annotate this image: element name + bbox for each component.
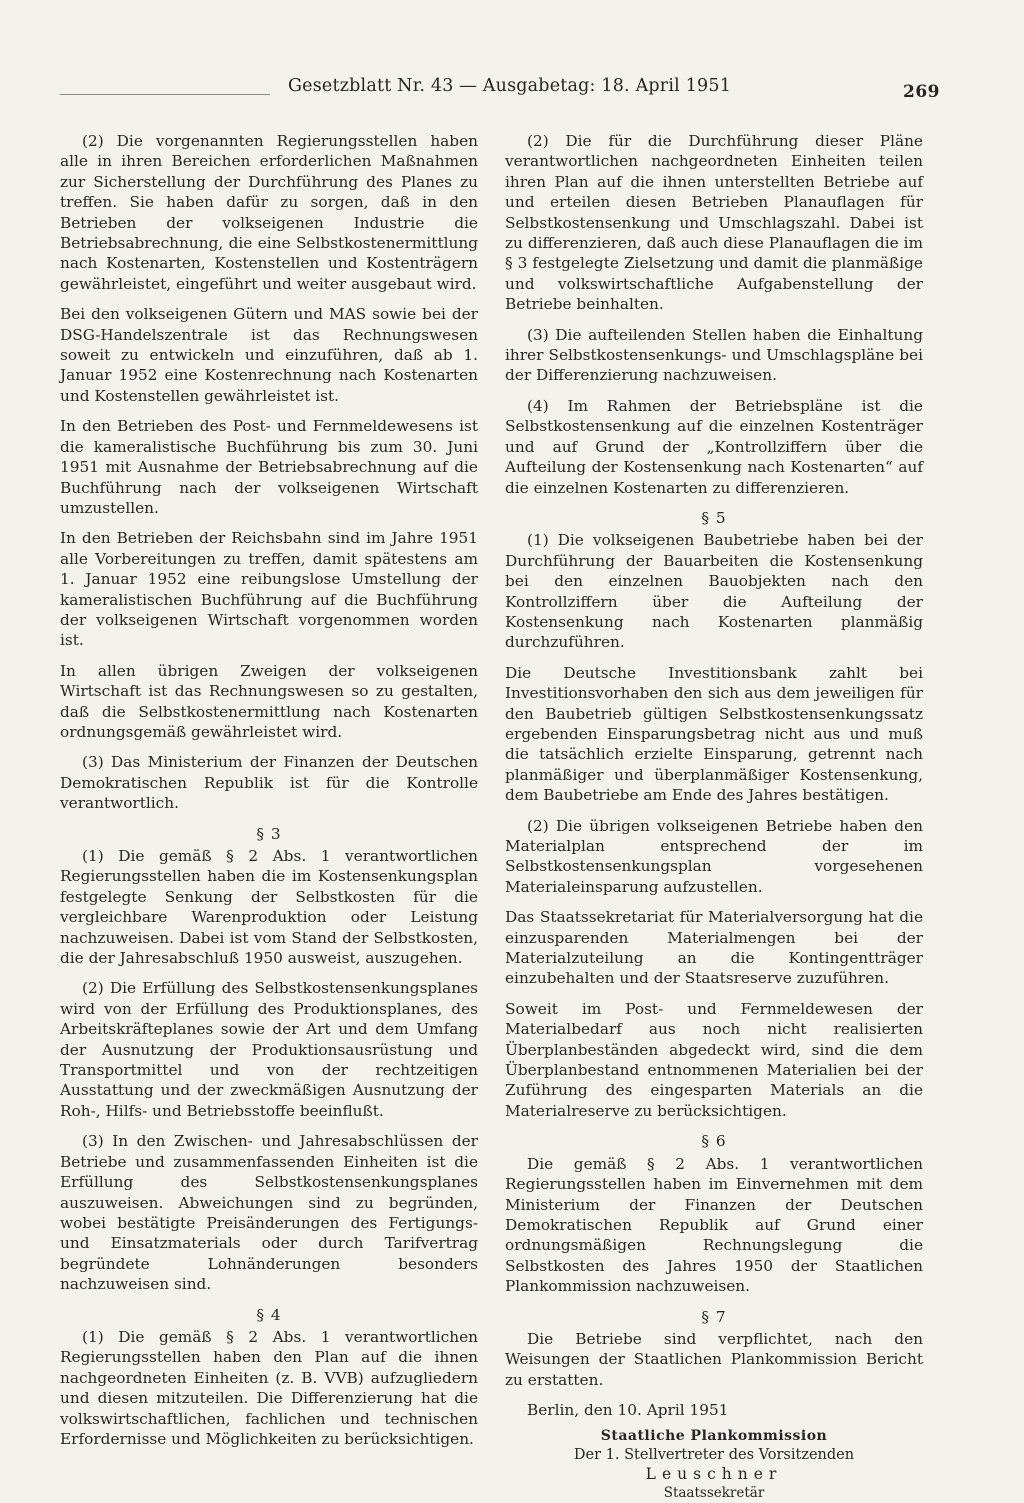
signatory-title: Staatssekretär — [663, 1484, 765, 1501]
left-column — [60, 131, 478, 1459]
header-rule — [60, 94, 270, 95]
gazette-title: Gesetzblatt Nr. 43 — Ausgabetag: 18. April 1951 — [288, 76, 732, 96]
paragraph: (4) Im Rahmen der Betriebspläne ist die Selbstkostensenkung auf die einzelnen Kostenträger und auf Grund der „Kontrollziffern über die Aufteilung der Kostensenkung nach Kostenarten“ auf die einzelnen Kostenarten zu differenzieren. — [505, 396, 923, 497]
paragraph: (3) Das Ministerium der Finanzen der Deutschen Demokratischen Republik ist für die Kontrolle verantwortlich. — [60, 753, 478, 813]
signatory-organization: Staatliche Plankommission — [600, 1427, 828, 1444]
page-number: 269 — [903, 82, 940, 102]
paragraph: Die gemäß § 2 Abs. 1 verantwortlichen Regierungsstellen haben im Einvernehmen mit dem Ministerium der Finanzen der Deutschen Demokratischen Republik auf Grund einer ordnungsmäßigen Rechnungslegung die Selbstkosten des Jahres 1950 der Staatlichen Plankommission nachzuweisen. — [505, 1154, 923, 1296]
paragraph: (2) Die Erfüllung des Selbstkostensenkungsplanes wird von der Erfüllung des Produktionsplanes, des Arbeitskräfteplanes sowie der Art und dem Umfang der Ausnutzung der Produktionsausrüstung und Transportmittel und von der rechtzeitigen Ausstattung und der zweckmäßigen Ausnutzung der Roh-, Hilfs- und Betriebsstoffe beeinflußt. — [60, 979, 478, 1120]
page-header — [60, 74, 940, 104]
paragraph: (1) Die gemäß § 2 Abs. 1 verantwortlichen Regierungsstellen haben den Plan auf die ihnen nachgeordneten Einheiten (z. B. VVB) aufzugliedern und diesen mitzuteilen. Die Differenzierung hat die volkswirtschaftlichen, fachlichen und technischen Erfordernisse und Möglichkeiten zu berücksichtigen. — [60, 1327, 478, 1448]
paragraph: (1) Die gemäß § 2 Abs. 1 verantwortlichen Regierungsstellen haben die im Kostensenkungsplan festgelegte Senkung der Selbstkosten für die vergleichbare Warenproduktion oder Leistung nachzuweisen. Dabei ist vom Stand der Selbstkosten, die der Jahresabschluß 1950 ausweist, auszugehen. — [60, 847, 478, 968]
section-heading-4: § 4 — [256, 1305, 282, 1324]
paragraph: Soweit im Post- und Fernmeldewesen der Materialbedarf aus noch nicht realisierten Überplanbeständen abgedeckt wird, sind die dem Überplanbestand entnommenen Materialien bei der Zuführung des eingesparten Materials an die Materialreserve zu berücksichtigen. — [505, 999, 923, 1120]
section-heading-7: § 7 — [701, 1307, 727, 1326]
paragraph: Die Deutsche Investitionsbank zahlt bei Investitionsvorhaben den sich aus dem jeweiligen für den Baubetrieb gültigen Selbstkostensenkungssatz ergebenden Einsparungsbetrag nicht aus und muß die tatsächlich erzielte Einsparung, getrennt nach planmäßiger und überplanmäßiger Kostensenkung, dem Baubetriebe am Ende des Jahres bestätigen. — [505, 663, 923, 805]
paragraph: In allen übrigen Zweigen der volkseigenen Wirtschaft ist das Rechnungswesen so zu gestalten, daß die Selbstkostenermittlung nach Kostenarten ordnungsgemäß gewährleistet wird. — [60, 661, 478, 741]
paragraph: Die Betriebe sind verpflichtet, nach den Weisungen der Staatlichen Plankommission Bericht zu erstatten. — [505, 1329, 923, 1389]
section-heading-3: § 3 — [256, 824, 282, 843]
signatory-role: Der 1. Stellvertreter des Vorsitzenden — [573, 1446, 855, 1463]
paragraph: (2) Die übrigen volkseigenen Betriebe haben den Materialplan entsprechend der im Selbstkostensenkungsplan vorgesehenen Materialeinsparung aufzustellen. — [505, 816, 923, 896]
paragraph: (3) Die aufteilenden Stellen haben die Einhaltung ihrer Selbstkostensenkungs- und Umschlagspläne bei der Differenzierung nachzuweisen. — [505, 325, 923, 385]
right-column — [505, 131, 923, 1503]
place-date: Berlin, den 10. April 1951 — [527, 1401, 729, 1420]
paragraph: (1) Die volkseigenen Baubetriebe haben bei der Durchführung der Bauarbeiten die Kostensenkung bei den einzelnen Bauobjekten nach den Kontrollziffern über die Aufteilung der Kostensenkung nach Kostenarten planmäßig durchzuführen. — [505, 531, 923, 652]
section-heading-5: § 5 — [701, 508, 727, 527]
paragraph: In den Betrieben der Reichsbahn sind im Jahre 1951 alle Vorbereitungen zu treffen, damit spätestens am 1. Januar 1952 eine reibungslose Umstellung der kameralistischen Buchführung auf die Buchführung der volkseigenen Wirtschaft vorgenommen worden ist. — [60, 529, 478, 650]
paragraph: In den Betrieben des Post- und Fernmeldewesens ist die kameralistische Buchführung bis zum 30. Juni 1951 mit Ausnahme der Betriebsabrechnung auf die Buchführung nach der volkseigenen Wirtschaft umzustellen. — [60, 417, 478, 517]
paragraph: Bei den volkseigenen Gütern und MAS sowie bei der DSG-Handelszentrale ist das Rechnungswesen soweit zu entwickeln und einzuführen, daß ab 1. Januar 1952 eine Kostenrechnung nach Kostenarten und Kostenstellen gewährleistet ist. — [60, 305, 478, 405]
paragraph: (3) In den Zwischen- und Jahresabschlüssen der Betriebe und zusammenfassenden Einheiten ist die Erfüllung des Selbstkostensenkungsplanes auszuweisen. Abweichungen sind zu begründen, wobei bestätigte Preisänderungen des Fertigungs- und Einsatzmaterials oder durch Tarifvertrag begründete Lohnänderungen besonders nachzuweisen sind. — [60, 1132, 478, 1294]
paragraph: Das Staatssekretariat für Materialversorgung hat die einzusparenden Materialmengen bei der Materialzuteilung an die Kontingentträger einzubehalten und der Staatsreserve zuzuführen. — [505, 908, 923, 988]
signatory-name: Leuschner — [645, 1464, 783, 1483]
section-heading-6: § 6 — [701, 1132, 727, 1151]
paragraph: (2) Die vorgenannten Regierungsstellen haben alle in ihren Bereichen erforderlichen Maßnahmen zur Sicherstellung der Durchführung des Planes zu treffen. Sie haben dafür zu sorgen, daß in den Betrieben der volkseigenen Industrie die Betriebsabrechnung, die eine Selbstkostenermittlung nach Kostenarten, Kostenstellen und Kostenträgern gewährleistet, eingeführt und weiter ausgebaut wird. — [60, 132, 478, 293]
paragraph: (2) Die für die Durchführung dieser Pläne verantwortlichen nachgeordneten Einheiten teilen ihren Plan auf die ihnen unterstellten Betriebe auf und erteilen diesen Betrieben Planauflagen für Selbstkostensenkung und Umschlagszahl. Dabei ist zu differenzieren, daß auch diese Planauflagen die im § 3 festgelegte Zielsetzung und damit die planmäßige und volkswirtschaftliche Aufgabenstellung der Betriebe beinhalten. — [505, 132, 923, 314]
